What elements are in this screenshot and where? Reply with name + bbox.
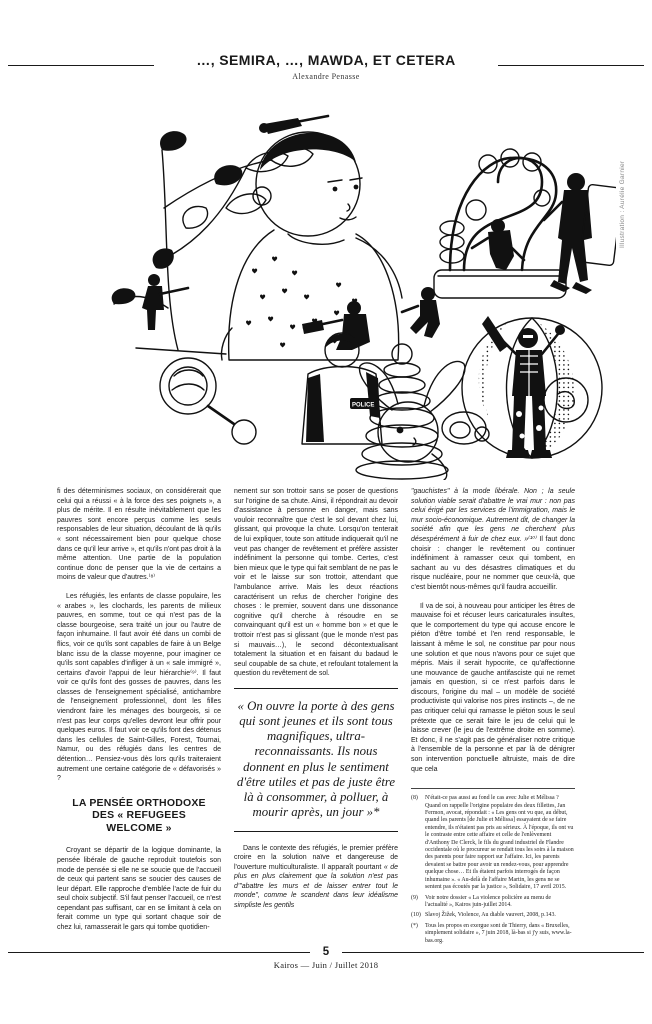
illustration-credit: Illustration : Aurélie Garnier [619, 160, 626, 248]
pullquote-rule-top [234, 688, 398, 689]
article-body [57, 487, 575, 948]
riot-cop-climbing [472, 219, 524, 270]
author-byline: Alexandre Penasse [292, 72, 360, 81]
footnote-asterisk [411, 923, 575, 945]
issue-line: Kairos — Juin / Juillet 2018 [273, 960, 379, 970]
footnote-10 [411, 912, 575, 919]
footnote-number: (*) [411, 922, 418, 929]
footnote-number: (8) [411, 795, 418, 802]
footnotes-rule [411, 788, 575, 789]
col2-paragraph-2-intro: Dans le contexte des réfugiés, le premier préfère croire en la solution naïve et dangereuse de l'ouverture multiculturaliste. Il apparaît pourtant [234, 844, 398, 871]
col1-paragraph-2: Les réfugiés, les enfants de classe populaire, les « arabes », les clochards, les parents de milieux pauvres, en somme, tout ce qui n'est pas de la classe bourgeoise, sera traité un jour ou l'autre de façon inhumaine. Il faut avoir été dans un combi de flics, voir ce qu'ils sont capables de faire à un Belge blanc issu de la classe moyenne, pour imaginer ce qu'ils sont capables d'infliger à un « sale immigré », certains d'avoir l'appui de leur hiérarchie⁽⁹⁾. Il faut voir ce qu'ils font des gosses de pauvres, dans les classes de l'enseignement spécialisé, antichambre de l'enseignement professionnel, dont les filles viendront faire les ménages des bourgeois, si ce n'est pas leur corps qu'elles devront leur offrir pour quelques euros. Il faut voir ce qu'ils font des détenus dans les cellules de Saint-Gilles, Forest, Tournai, Namur, ou des réfugiés dans les centres de détention… Pensiez-vous dès lors qu'ils traiteraient autrement une certaine catégorie de « défavorisés » ? [57, 592, 221, 783]
footnote-text: N'était-ce pas aussi au fond le cas avec Julie et Mélissa ? Quand on rappelle l'origine populaire des deux fillettes, Jan Fermon, avocat, répondait : « Les gens ont vu que, au début, quand les parents [de Julie et Mélissa] essayaient de se faire entendre, ils n'étaient pas pris au sérieux. À l'époque, ils ont vu le contraste entre cette affaire et celle de l'enlèvement d'Anthony De Clerck, le fils du grand industriel de Flandre occidentale où le procureur se rendait tous les soirs à la maison des parents pour faire rapport sur l'affaire. Ici, les parents devaient se battre pour avoir un rendez-vous, pour apprendre quelque chose… Et ils étaient parfois interrogés de façon inhumaine ». « Au-delà de l'affaire Martin, les gens ne se sentent pas écoutés par la justice », Solidaire, 17 avril 2015. [425, 795, 574, 891]
footnote-9 [411, 895, 575, 910]
main-illustration [36, 98, 616, 480]
toy-soldier-running [402, 287, 440, 338]
footnote-text: Slavoj Žižek, Violence, Au diable vauvert, 2008, p.143. [425, 912, 556, 919]
page-title: …, SEMIRA, …, MAWDA, ET CETERA [196, 52, 456, 68]
column-3 [411, 487, 575, 948]
footnotes [411, 795, 575, 945]
column-2 [234, 487, 398, 948]
pullquote-rule-bottom [234, 831, 398, 832]
col3-paragraph-1 [411, 487, 575, 593]
pacifier-toy [442, 412, 489, 444]
footnote-number: (10) [411, 912, 421, 919]
toy-soldier-prone [259, 116, 328, 134]
rattle-toy [160, 358, 256, 444]
col1-paragraph-3: Croyant se départir de la logique dominante, la pensée libérale de gauche reproduit toutefois son mode de pensée si elle ne se soucie que de l'accueil de ceux qui partent sans se soucier des causes de leur départ. Elle rapproche d'emblée l'acte de fuir du seul choix subjectif. S'il faut penser l'accueil, ce n'est cependant pas suffisant, car en se limitant à cela on ferait comme un type qui sortant chaque soir de chez lui, ramasserait le gars qui tombe quotidien- [57, 847, 221, 932]
col3-paragraph-1-rest: Il faut donc choisir : changer le revêtement ou continuer indéfiniment à ramasser ceux qui tombent, en sachant au vu des désastres climatiques et du risque nucléaire, pour ne nommer que ceux-là, que c'est bientôt nous-mêmes qu'il faudra accueillir. [411, 535, 575, 591]
pull-quote: « On ouvre la porte à des gens qui sont jeunes et ils sont tous magnifiques, ultra-reconnaissants. Ils nous donnent en plus le sentiment d'être utiles et pas de juste être là à consommer, à polluer, à mourir après, un jour »* [236, 698, 396, 820]
section-heading: LA PENSÉE ORTHODOXE DES « REFUGEES WELCOME » [72, 796, 206, 834]
col3-paragraph-1-quote: "gauchistes" à la mode libérale. Non ; la seule solution viable serait d'abattre le vrai mur : non pas celui érigé par les services de l'immigration, mais le mur socio-économique. Autrement dit, de changer la société afin que les gens ne cherchent plus désespérément à fuir de chez eux. »⁽¹⁰⁾ [411, 488, 575, 543]
footnote-text: Voir notre dossier « La violence policière au menu de l'actualité », Kairos juin-juillet 2014. [425, 894, 552, 908]
col3-paragraph-2: Il va de soi, à nouveau pour anticiper les êtres de mauvaise foi et récuser leurs caricaturales insultes, que le comportement du type qui accuse encore le piéton d'être tombé et l'en rend responsable, le laissant à même le sol, ne constitue par pour nous une solution et que nous n'avons pour ce sujet que mépris. Mais il serait hypocrite, ce qu'affectionne une mouvance de gauche antifasciste qui ne remet jamais en question, si ce n'est parfois dans le discours, l'origine du mal – un modèle de société productiviste qui valorise nos pires instincts –, de ne pas critiquer celui qui ramasse le piéton sous le seul prétexte que ce serait faire le jeu de celui qui le laisse crever (le jeu de l'extrême droite en somme). Et donc, il ne s'agit pas de généraliser notre critique à l'ensemble de la personne et par là de dénigrer son intervention ponctuelle altruiste, mais de dire que cela [411, 602, 575, 773]
toy-soldier-kneeling [302, 301, 370, 350]
bead-maze-toy [434, 149, 566, 298]
toy-soldier-standing [142, 274, 188, 330]
col2-paragraph-2 [234, 844, 398, 911]
col2-paragraph-1: nement sur son trottoir sans se poser de questions sur l'origine de sa chute. Ainsi, il répondrait au devoir d'assistance à personne en danger, mais sans vouloir reconnaître que c'est le sol devant chez lui, glissant, qui provoque la chute. Lorsqu'on tenterait de lui expliquer, toute son attitude indiquerait qu'il ne veut pas changer de revêtement et préfère assister indéfiniment la personne qui tombe. Certes, c'est bien mieux que le type qui fait semblant de ne pas le voir et le laisse sur son trottoir, attendant que l'ambulance arrive. Mais les deux réactions caractérisent un refus de chercher l'origine des choses : le premier, souvent dans une dissonance cognitive qu'il cherche à résoudre en se convainquant qu'il est un « homme bon » et que le trottoir n'est pas si glissant (que le monde n'est pas si mauvais…), le second décontextualisant totalement la situation et en faisant du badaud le seul coupable de sa chute, et refoulant totalement la question du revêtement de sol. [234, 488, 398, 678]
footnote-number: (9) [411, 894, 418, 901]
page-number: 5 [322, 946, 330, 958]
col1-paragraph-1: fi des déterminismes sociaux, on considérerait que celui qui a réussi « à la force des ses poignets », a plus de mérite. Il en résulte inévitablement que les pauvres sont encore perçus comme les seuls responsables de leur situation, découlant de là qu'ils « sont nécessairement bien pour quelque chose dans ce qu'il leur arrive », et qu'ils n'ont pas droit à la même attention. Une partie de la population continue donc de penser que la vie de certains a moins de valeur que d'autres.⁽⁸⁾ [57, 488, 221, 582]
plant-illustration [112, 131, 313, 354]
police-arm-patch-label: POLICE [352, 402, 375, 409]
col2-paragraph-2-quote: « de plus en plus clairement que la solution n'est pas d'"abattre les murs et de laisser entrer tout le monde", comme le scandent dans leur idéalisme simpliste les gentils [234, 863, 399, 910]
footnote-8 [411, 795, 575, 891]
column-1 [57, 487, 221, 948]
footnote-text: Tous les propos en exergue sont de Thierry, dans « Bruxelles, simplement solidaire », 7 juin 2018, là-bas si j'y suis, www.la-bas.org. [425, 922, 572, 944]
